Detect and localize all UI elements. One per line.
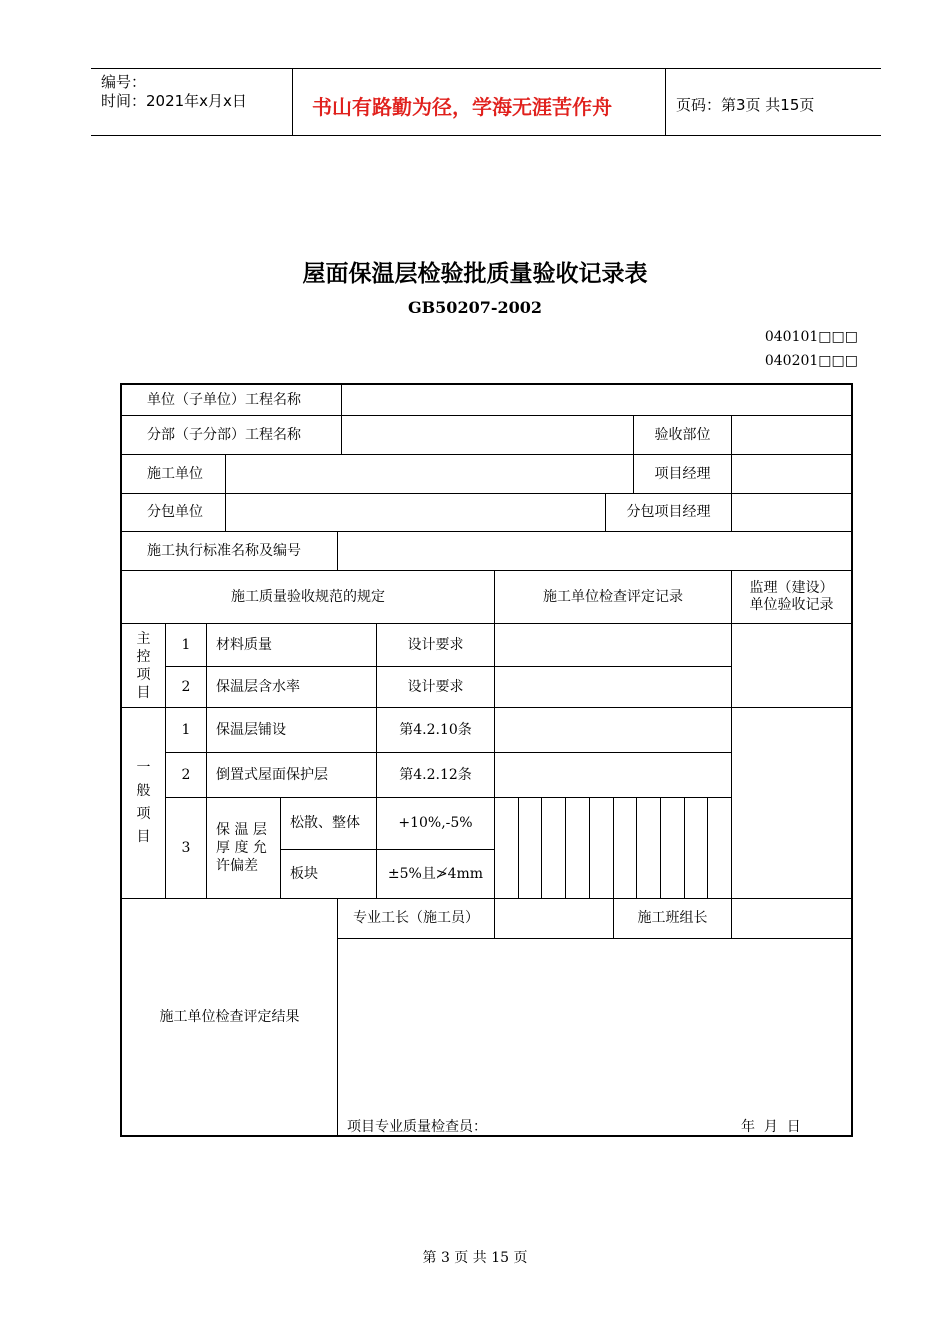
acceptance-part-label: 验收部位 xyxy=(654,426,711,443)
general-items-char: 项 xyxy=(136,806,151,822)
main-items-char: 项 xyxy=(136,666,151,683)
supervision-header-line: 单位验收记录 xyxy=(749,597,834,613)
standard-label: 施工执行标准名称及编号 xyxy=(147,542,301,559)
thickness-item-name-line: 许偏差 xyxy=(216,858,258,874)
thickness-type: 板块 xyxy=(290,865,318,882)
grid-rule xyxy=(518,797,519,899)
item-name: 保温层铺设 xyxy=(216,721,286,738)
item-name: 倒置式屋面保护层 xyxy=(216,766,328,783)
project-manager-field[interactable] xyxy=(732,455,851,493)
result-field[interactable] xyxy=(338,939,851,1109)
item-name: 保温层含水率 xyxy=(216,678,300,695)
foreman-field[interactable] xyxy=(495,899,613,938)
sub-project-field[interactable] xyxy=(342,416,633,454)
item-check-field[interactable] xyxy=(495,624,731,666)
header-top-rule xyxy=(91,68,881,69)
main-items-label xyxy=(122,624,165,707)
grid-rule xyxy=(707,797,708,899)
team-leader-field[interactable] xyxy=(732,899,851,938)
grid-rule xyxy=(613,797,614,899)
general-items-supervision-field[interactable] xyxy=(732,708,851,898)
document-number-label: 编号： xyxy=(101,73,147,91)
header-divider xyxy=(665,68,666,136)
main-items-char: 目 xyxy=(136,684,151,701)
grid-rule xyxy=(541,797,542,899)
item-number: 1 xyxy=(181,721,191,738)
footer-page-number: 第 3 页 共 15 页 xyxy=(422,1250,528,1266)
header-page-number: 页码：第3页 共15页 xyxy=(676,96,815,114)
thickness-item-name xyxy=(207,798,280,898)
standard-field[interactable] xyxy=(338,532,851,570)
item-check-field[interactable] xyxy=(495,753,731,797)
thickness-item-name-line: 厚 度 允 xyxy=(216,840,267,856)
form-code-1: 040101□□□ xyxy=(764,329,858,345)
header-bottom-rule xyxy=(91,135,881,136)
general-items-char: 一 xyxy=(136,760,151,776)
grid-rule xyxy=(589,797,590,899)
grid-rule xyxy=(636,797,637,899)
unit-project-label: 单位（子单位）工程名称 xyxy=(147,391,301,408)
thickness-tolerance: +10%,-5% xyxy=(398,815,473,831)
check-header: 施工单位检查评定记录 xyxy=(543,588,683,605)
thickness-type: 松散、整体 xyxy=(290,815,360,831)
item-requirement: 设计要求 xyxy=(407,678,464,695)
thickness-item-name-line: 保 温 层 xyxy=(216,822,267,838)
project-manager-label: 项目经理 xyxy=(654,465,711,482)
sub-project-manager-field[interactable] xyxy=(732,494,851,531)
spec-header: 施工质量验收规范的规定 xyxy=(231,588,385,605)
item-name: 材料质量 xyxy=(216,636,272,653)
item-check-field[interactable] xyxy=(495,667,731,707)
document-title: 屋面保温层检验批质量验收记录表 xyxy=(302,261,648,287)
unit-project-field[interactable] xyxy=(342,385,851,415)
document-standard-code: GB50207-2002 xyxy=(407,298,543,317)
general-items-char: 般 xyxy=(136,783,151,799)
item-number: 3 xyxy=(181,839,191,856)
main-items-char: 控 xyxy=(136,648,151,665)
inspector-label: 项目专业质量检查员： xyxy=(347,1118,487,1135)
general-items-label xyxy=(122,708,165,898)
main-items-supervision-field[interactable] xyxy=(732,624,851,707)
subcontractor-field[interactable] xyxy=(226,494,605,531)
table-border xyxy=(851,383,853,1137)
item-requirement: 第4.2.12条 xyxy=(399,766,472,783)
contractor-field[interactable] xyxy=(226,455,633,493)
grid-rule xyxy=(684,797,685,899)
supervision-header xyxy=(732,571,851,623)
item-requirement: 设计要求 xyxy=(407,636,464,653)
item-number: 2 xyxy=(181,678,191,695)
acceptance-part-field[interactable] xyxy=(732,416,851,454)
header-motto: 书山有路勤为径，学海无涯苦作舟 xyxy=(312,95,612,119)
document-time-label: 时间：2021年x月x日 xyxy=(101,92,247,110)
main-items-char: 主 xyxy=(136,630,151,647)
date-label: 年 月 日 xyxy=(741,1118,801,1135)
general-items-char: 目 xyxy=(136,829,151,845)
item-number: 2 xyxy=(181,766,191,783)
team-leader-label: 施工班组长 xyxy=(637,910,708,926)
subcontractor-label: 分包单位 xyxy=(147,504,203,520)
item-number: 1 xyxy=(181,636,191,653)
grid-rule xyxy=(660,797,661,899)
item-check-field[interactable] xyxy=(495,708,731,752)
thickness-tolerance: ±5%且≯4mm xyxy=(387,865,484,882)
result-label: 施工单位检查评定结果 xyxy=(159,1008,300,1025)
sub-project-manager-label: 分包项目经理 xyxy=(626,504,711,520)
form-code-2: 040201□□□ xyxy=(764,353,858,369)
item-requirement: 第4.2.10条 xyxy=(399,721,472,738)
table-rule xyxy=(280,797,281,899)
sub-project-label: 分部（子分部）工程名称 xyxy=(147,426,301,443)
header-divider xyxy=(292,68,293,136)
foreman-label: 专业工长（施工员） xyxy=(353,910,479,926)
contractor-label: 施工单位 xyxy=(147,465,203,482)
grid-rule xyxy=(565,797,566,899)
supervision-header-line: 监理（建设） xyxy=(749,580,834,596)
